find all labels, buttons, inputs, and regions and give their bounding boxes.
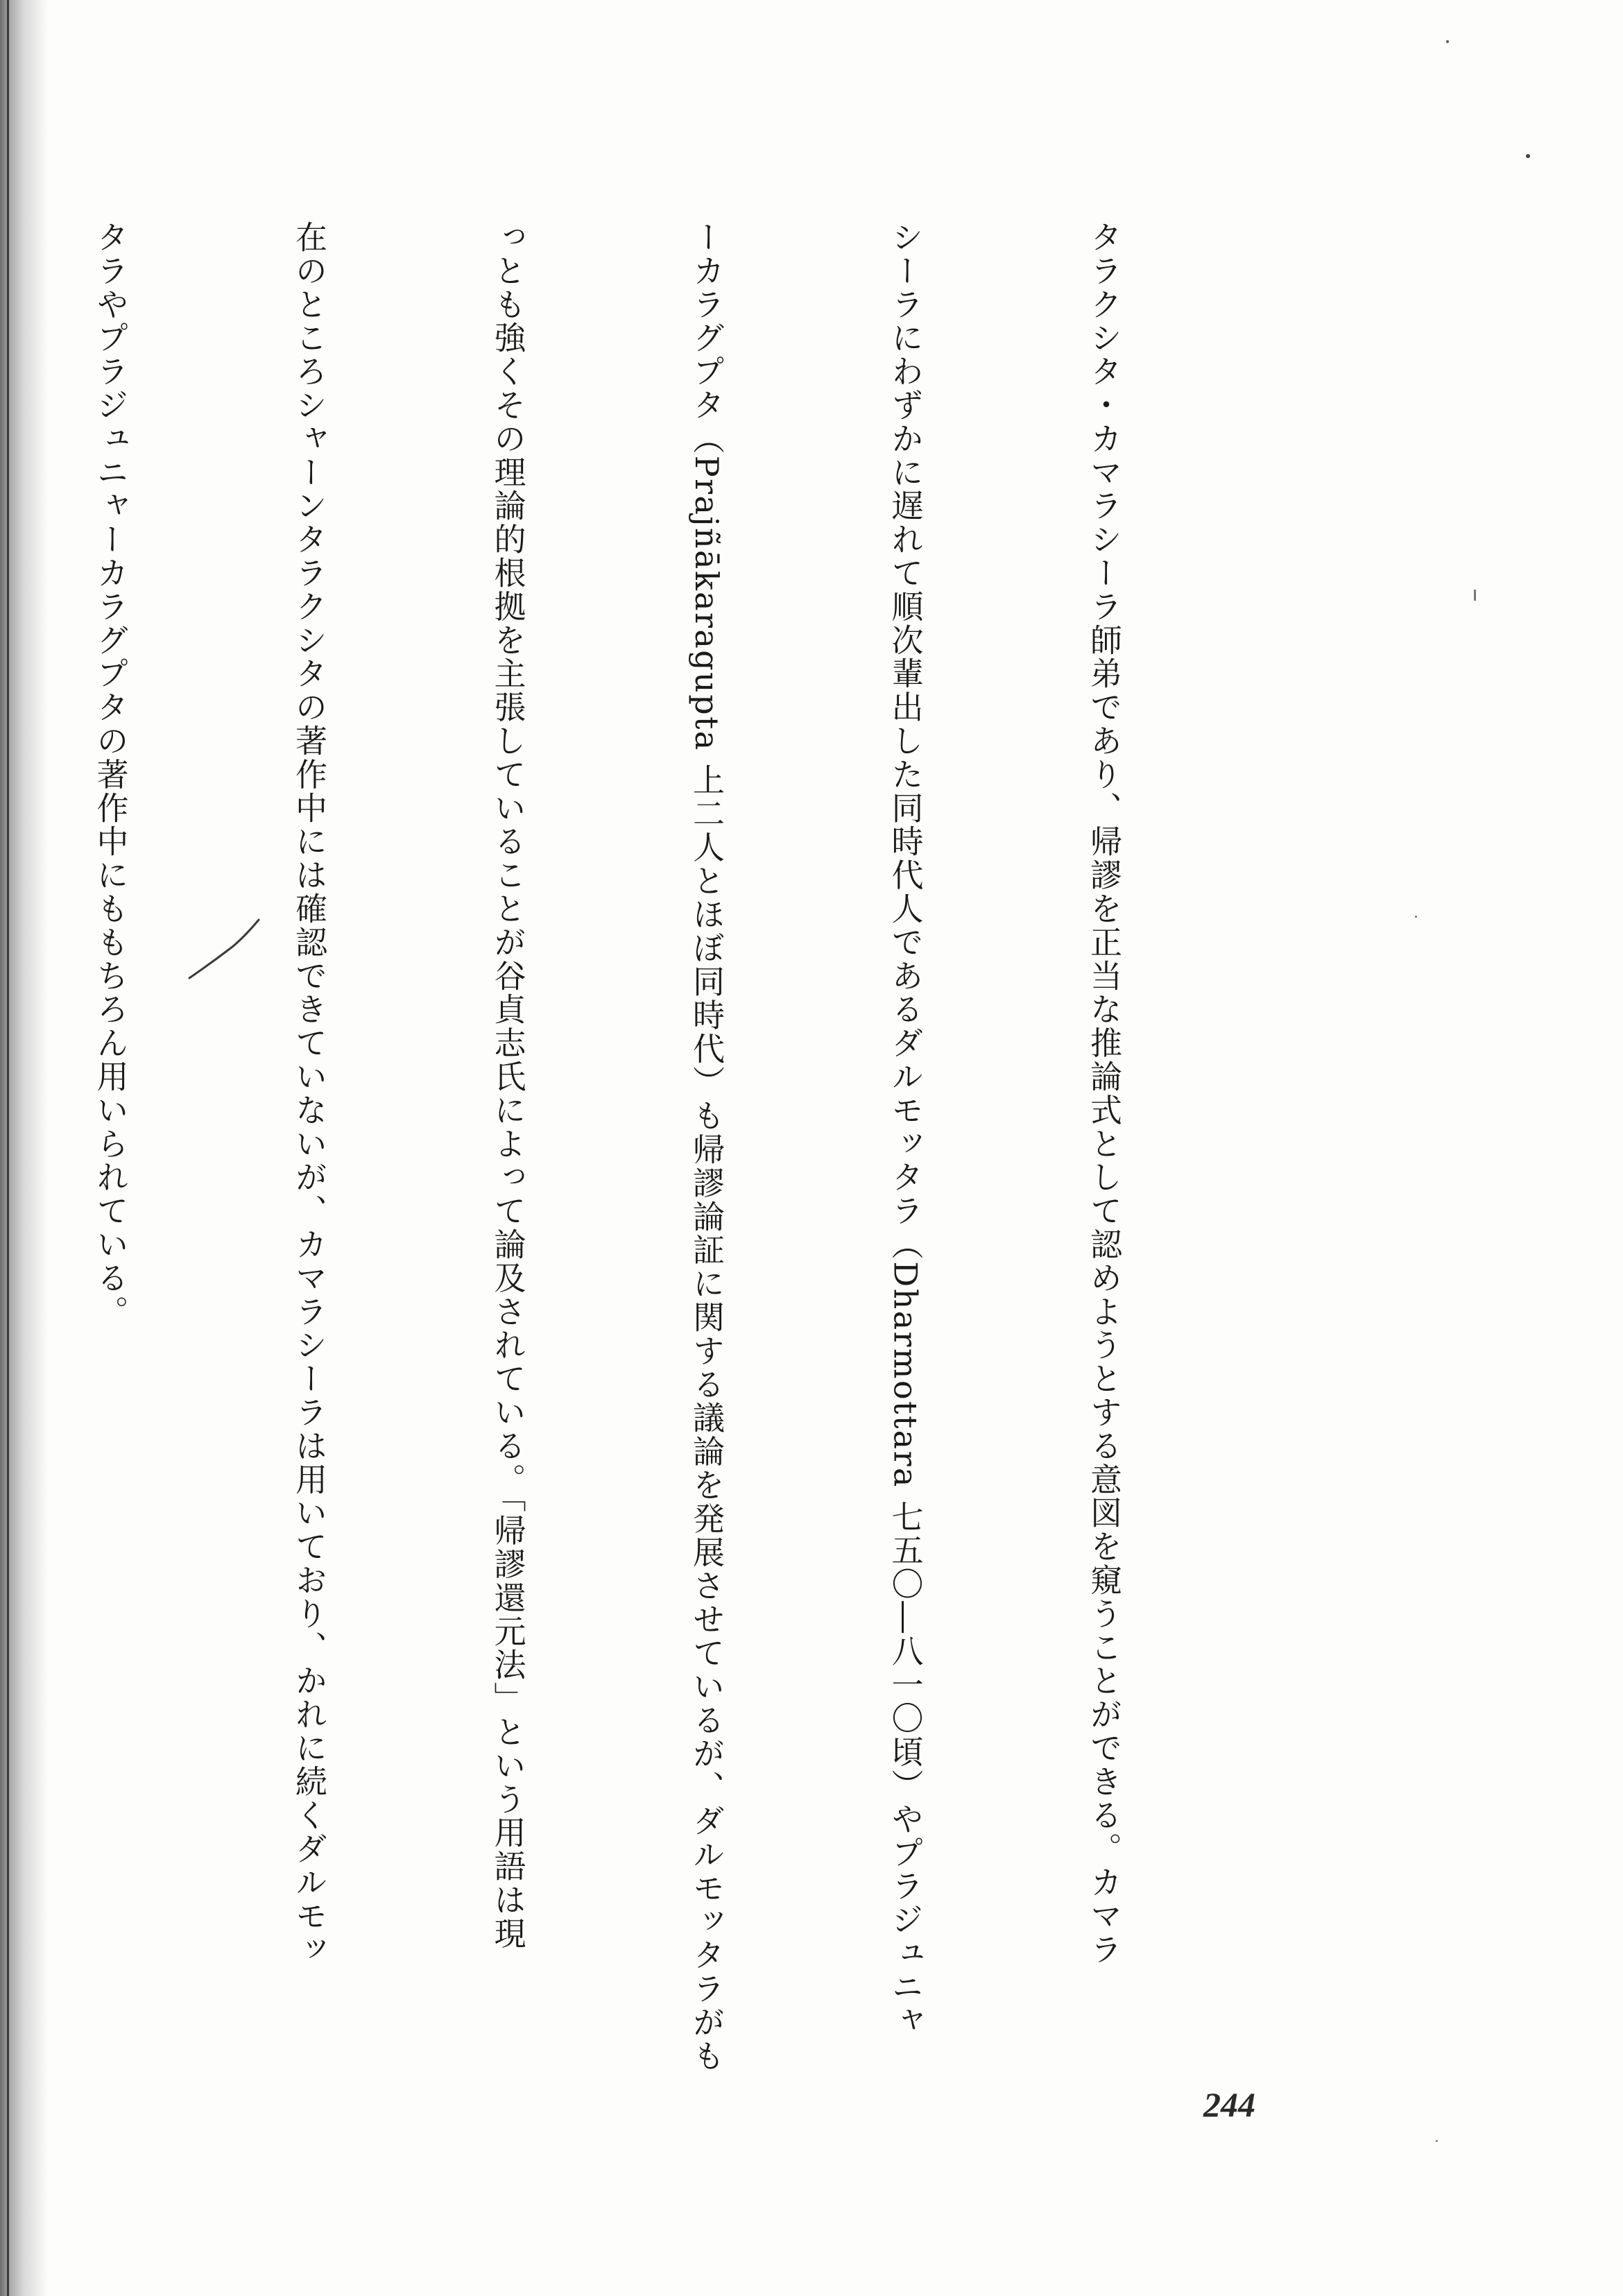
scan-speck: [1474, 590, 1476, 601]
vertical-body-text: [92, 221, 1269, 2073]
text-line: タラクシタ・カマラシーラ師弟であり、帰謬を正当な推論式として認めようとする意図を窺うことができる。カマラ: [1085, 221, 1123, 1967]
scan-speck: [1526, 154, 1530, 158]
page-number: 244: [1203, 2085, 1255, 2124]
scan-speck: [1446, 40, 1449, 43]
text-line: ーカラグプタ（Prajñākaragupta 上二人とほぼ同時代）も帰謬論証に関する議論を発展させているが、ダルモッタラがも: [688, 221, 725, 2073]
text-line: 在のところシャーンタラクシタの著作中には確認できていないが、カマラシーラは用いており、かれに続くダルモッ: [291, 221, 328, 1967]
pencil-mark: [184, 909, 267, 992]
scan-speck: [1436, 2140, 1438, 2142]
text-line: っとも強くその理論的根拠を主張していることが谷貞志氏によって論及されている。「帰謬還元法」という用語は現: [489, 221, 527, 1951]
text-line: タラやプラジュニャーカラグプタの著作中にももちろん用いられている。: [92, 221, 130, 1329]
text-line: シーラにわずかに遅れて順次輩出した同時代人であるダルモッタラ（Dharmottara 七五〇―八一〇頃）やプラジュニャ: [886, 221, 925, 2038]
scan-speck: [1415, 916, 1417, 918]
